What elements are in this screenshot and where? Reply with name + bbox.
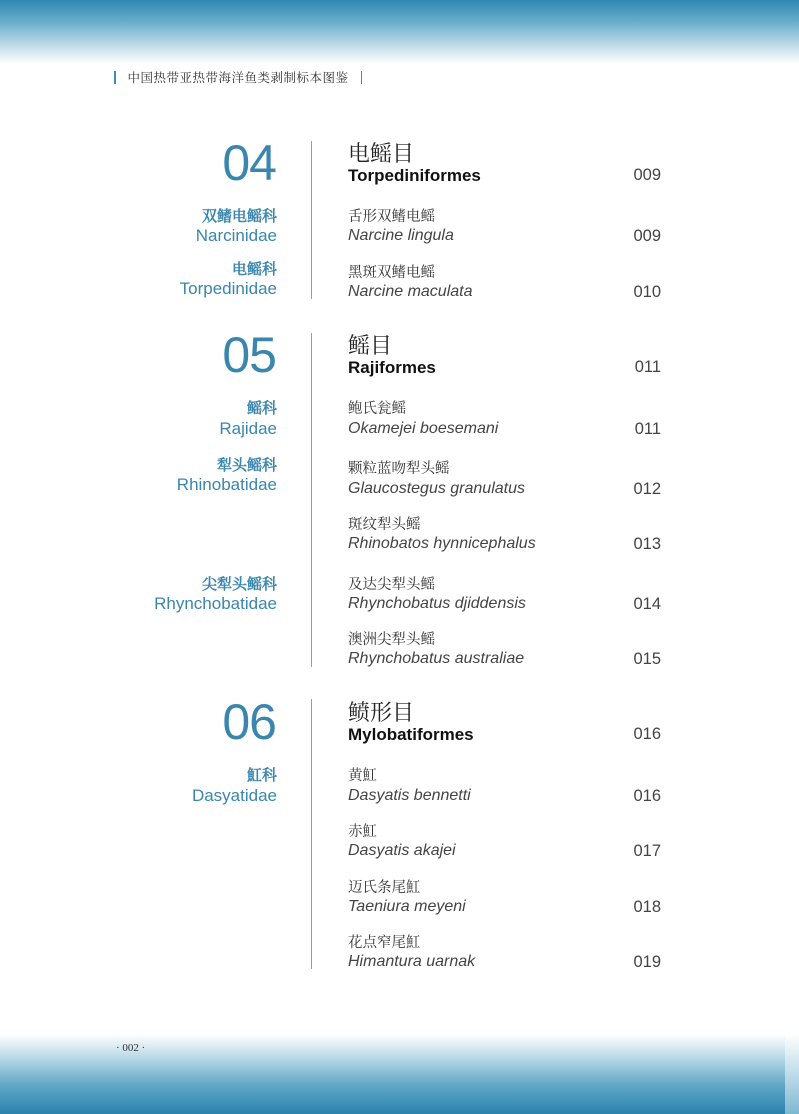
bottom-edge-strip (785, 1034, 799, 1114)
header-right-divider (361, 71, 363, 84)
species-page-number: 012 (633, 480, 661, 498)
order-title-cn: 鳐目 (348, 333, 393, 358)
top-gradient-band (0, 0, 799, 64)
header-left-divider (114, 71, 116, 84)
family-cn: 犁头鳐科 (216, 457, 277, 474)
species-latin: Okamejei boesemani (348, 420, 499, 437)
species-page-number: 014 (633, 595, 661, 613)
species-latin: Glaucostegus granulatus (348, 480, 525, 497)
species-latin: Rhinobatos hynnicephalus (348, 535, 536, 552)
order-title-cn: 电鳐目 (348, 141, 415, 166)
order-title-cn: 鲼形目 (348, 700, 415, 725)
species-page-number: 016 (633, 787, 661, 805)
order-title-en: Mylobatiformes (348, 725, 474, 744)
species-page-number: 013 (633, 535, 661, 553)
family-en: Torpedinidae (179, 279, 277, 298)
section-divider-line (311, 699, 312, 969)
section-number: 04 (222, 135, 276, 191)
order-title-en: Torpediniformes (348, 166, 481, 185)
book-title: 中国热带亚热带海洋鱼类剥制标本图鉴 (127, 71, 349, 85)
species-cn: 澳洲尖犁头鳐 (348, 632, 435, 648)
section-divider-line (311, 141, 312, 299)
family-cn: 尖犁头鳐科 (201, 576, 277, 593)
species-cn: 鲍氏瓮鳐 (348, 401, 406, 417)
family-en: Rhynchobatidae (154, 594, 277, 613)
running-header (114, 68, 362, 86)
species-latin: Narcine lingula (348, 227, 454, 244)
section-number: 06 (222, 694, 276, 750)
species-latin: Dasyatis bennetti (348, 787, 471, 804)
family-cn: 电鳐科 (231, 261, 277, 278)
species-page-number: 017 (633, 842, 661, 860)
family-cn: 双鳍电鳐科 (201, 208, 277, 225)
section-number: 05 (222, 327, 276, 383)
page-number: · 002 · (116, 1042, 146, 1054)
species-cn: 赤魟 (348, 824, 377, 840)
family-en: Rhinobatidae (176, 475, 277, 494)
family-cn: 魟科 (246, 767, 277, 784)
species-latin: Rhynchobatus djiddensis (348, 595, 526, 612)
species-cn: 黑斑双鳍电鳐 (348, 265, 435, 281)
order-title-en: Rajiformes (348, 358, 436, 377)
species-cn: 斑纹犁头鳐 (348, 517, 421, 533)
species-latin: Taeniura meyeni (348, 898, 466, 915)
species-latin: Rhynchobatus australiae (348, 650, 525, 667)
species-page-number: 009 (633, 227, 661, 245)
species-page-number: 018 (633, 898, 661, 916)
species-page-number: 010 (633, 283, 661, 301)
family-en: Dasyatidae (191, 786, 277, 805)
order-page-number: 009 (633, 166, 661, 184)
species-cn: 舌形双鳍电鳐 (348, 209, 435, 225)
species-page-number: 011 (634, 420, 661, 438)
order-page-number: 011 (634, 358, 661, 376)
species-cn: 及达尖犁头鳐 (348, 577, 435, 593)
order-page-number: 016 (633, 725, 661, 743)
species-cn: 迈氏条尾魟 (348, 880, 421, 896)
section-divider-line (311, 333, 312, 667)
species-page-number: 015 (633, 650, 661, 668)
family-en: Narcinidae (195, 226, 277, 245)
species-latin: Dasyatis akajei (348, 842, 456, 859)
family-en: Rajidae (219, 419, 277, 438)
species-cn: 颗粒蓝吻犁头鳐 (348, 461, 450, 477)
species-cn: 黄魟 (348, 768, 377, 784)
family-cn: 鳐科 (246, 400, 277, 417)
species-cn: 花点窄尾魟 (348, 935, 421, 951)
species-latin: Himantura uarnak (348, 953, 476, 970)
species-latin: Narcine maculata (348, 283, 473, 300)
species-page-number: 019 (633, 953, 661, 971)
